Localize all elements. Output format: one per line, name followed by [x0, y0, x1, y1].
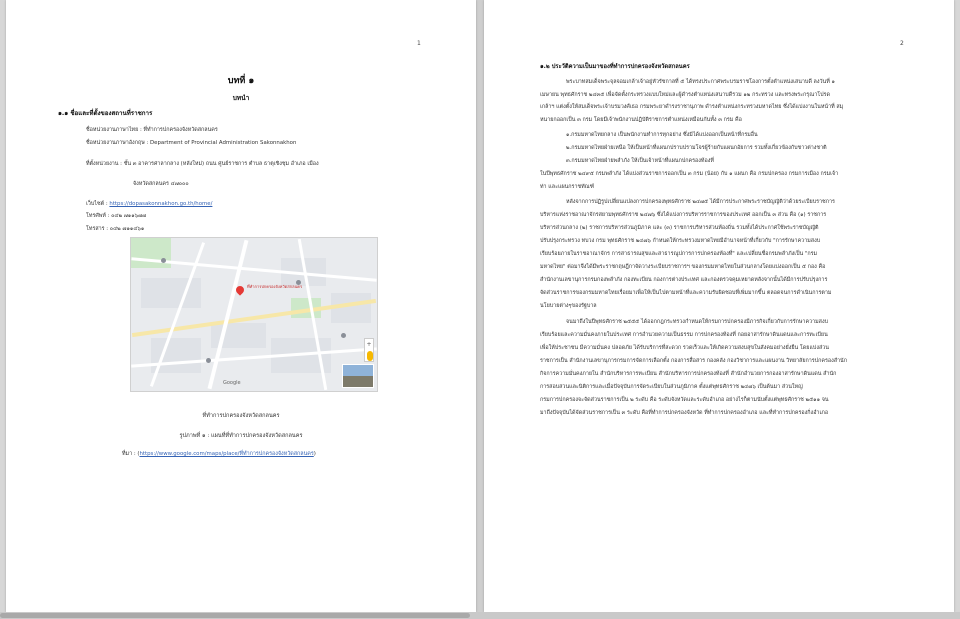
zoom-control: +	[364, 338, 374, 362]
chapter-subtitle: บทนำ	[232, 94, 250, 102]
body-line: การสอบสวนและนิติการและเมื่อปัจจุบันการจัดระเบียบในส่วนภูมิภาค ตั้งแต่พุทธศักราช ๒๔๗๖ เป็นต้นมา ส่วนใหญ่	[540, 384, 803, 390]
website-link[interactable]: https://dopasakonnakhon.go.th/home/	[109, 201, 213, 207]
body-line: จัดส่วนราชการของกรมมหาดไทยเรื่อยมาเพื่อให้เป็นไปตามหน้าที่และความรับผิดชอบที่เพิ่มมากขึ้น ตลอดจนการดำเนินการตาม	[540, 290, 832, 296]
body-line: ปรับปรุงกระทรวง ทบวง กรม พุทธศักราช ๒๔๗๖ กำหนดให้กระทรวงมหาดไทยมีอำนาจหน้าที่เกี่ยวกับ "การรักษาความสงบ	[540, 238, 821, 244]
body-line: เมษายน พุทธศักราช ๒๔๓๕ เพื่อจัดตั้งกระทรวงแบบใหม่และผู้ดำรงตำแหน่งเสนาบดีรวม ๑๒ กระทรวง และทรงพระกรุณาโปรด	[540, 92, 830, 98]
address-line-2: จังหวัดสกลนคร ๔๗๐๐๐	[133, 181, 189, 187]
address-line-1: ที่ตั้งหน่วยงาน : ชั้น ๓ อาคารศาลากลาง (หลังใหม่) ถนน ศูนย์ราชการ ตำบล ธาตุเชิงชุม อำเภอ เมือง	[86, 161, 319, 167]
body-line: กิจการความมั่นคงภายใน สำนักบริหารการทะเบียน สำนักบริหารการปกครองท้องที่ สำนักอำนวยการกองอาสารักษาดินแดน สำนัก	[540, 371, 837, 377]
body-line: มหาดไทย" ต่อมาจึงได้มีพระราชกฤษฎีกาจัดวางระเบียบราชการฯ ของกรมมหาดไทยในส่วนกลางโดยแบ่งออกเป็น ๕ กอง คือ	[540, 264, 826, 270]
scrollbar-thumb[interactable]	[0, 613, 470, 618]
body-line: หนายกออกเป็น ๓ กรม โดยมีเจ้าพนักงานปฏิบัติราชการตำแหน่งเหมือนกันทั้ง ๓ กรม คือ	[540, 117, 742, 123]
name-english: ชื่อหน่วยงานภาษาอังกฤษ : Department of Provincial Administration Sakonnakhon	[86, 140, 297, 146]
body-line: เพื่อให้ประชาชน มีความมั่นคง ปลอดภัย ได้รับบริการที่สะดวก รวดเร็วและให้เกิดความสงบสุขในสังคมอย่างยั่งยืน โดยแบ่งส่วน	[540, 345, 829, 351]
page-gap	[476, 0, 484, 619]
section-title: ๑.๑ ชื่อและที่ตั้งของสถานที่ราชการ	[58, 110, 153, 117]
source-end: )	[313, 451, 316, 457]
body-line: ๓.กรมมหาดไทยฝ่ายพลำภัง ให้เป็นเจ้าหน้าที่แผนกปกครองท้องที่	[566, 158, 714, 164]
section-title: ๑.๒ ประวัติความเป็นมาของที่ทำการปกครองจังหวัดสกลนคร	[540, 64, 690, 70]
location-map	[130, 237, 378, 392]
fax: โทรสาร : ๐๔๒ ๗๑๑๔๖๑	[86, 226, 145, 232]
body-line: ท่า และแผนกราชทัณฑ์	[540, 184, 595, 190]
body-line: กรมการปกครองจะจัดส่วนราชการเป็น ๒ ระดับ คือ ระดับจังหวัดและระดับอำเภอ อย่างไรก็ตามนับตั้งแต่พุทธศักราช ๒๕๑๑ จน	[540, 397, 829, 403]
phone: โทรศัพท์ : ๐๔๒ ๗๑๑๖๗๗	[86, 213, 147, 219]
pegman-icon	[367, 351, 373, 361]
body-line: สำนักงานเลขานุการกรมกองพลำภัง กองทะเบียน กองการต่างประเทศ และกองตรวจคุมเหยาดหลังจากนั้นได้มีการปรับปรุงการ	[540, 277, 828, 283]
source-line	[122, 452, 316, 457]
body-line: พระบาทสมเด็จพระจุลจอมเกล้าเจ้าอยู่หัวรัชกาลที่ ๕ ได้ทรงประกาศพระบรมราชโองการตั้งตำแหน่งเสนาบดี ลงวันที่ ๑	[566, 79, 835, 85]
body-line: จนมาถึงในปีพุทธศักราช ๒๕๕๕ ได้ออกกฎกระทรวงกำหนดให้กรมการปกครองมีภารกิจเกี่ยวกับการรักษาความสงบ	[566, 319, 829, 325]
google-logo: Google	[223, 380, 241, 386]
source-link[interactable]: https://www.google.com/maps/place/ที่ทำการปกครองจังหวัดสกลนคร	[139, 451, 314, 457]
document-page-1	[6, 0, 476, 612]
figure-caption: รูปภาพที่ ๑ : แผนที่ที่ทำการปกครองจังหวัดสกลนคร	[179, 433, 303, 439]
body-line: หลังจากการปฏิรูปเปลี่ยนแปลงการปกครองพุทธศักราช ๒๔๗๕ ได้มีการประกาศพระราชบัญญัติว่าด้วยระเบียบราชการ	[566, 199, 835, 205]
name-thai: ชื่อหน่วยงานภาษาไทย : ที่ทำการปกครองจังหวัดสกลนคร	[86, 127, 218, 133]
map-caption-name: ที่ทำการปกครองจังหวัดสกลนคร	[202, 413, 280, 419]
body-line: เกล้าฯ แต่งตั้งให้สมเด็จพระเจ้าบรมวงศ์เธอ กรมพระยาดำรงราชานุภาพ ดำรงตำแหน่งกระทรวงมหาดไทย ซึ่งได้แบ่งงานในหน้าที่ สมุ	[540, 104, 844, 110]
chapter-title: บทที่ ๑	[227, 76, 255, 86]
body-line: เรียบร้อยและความมั่นคงภายในประเทศ การอำนวยความเป็นธรรม การปกครองท้องที่ กอยอาสารักษาดินแดนและการทะเบียน	[540, 332, 828, 338]
body-line: บริหารส่วนกลาง (๒) ราชการบริหารส่วนภูมิภาค และ (๓) ราชการบริหารส่วนท้องถิ่น รวมทั้งได้ประกาศใช้พระราชบัญญัติ	[540, 225, 819, 231]
body-line: ๑.กรมมหาดไทยกลาง เป็นพนักงานทำการทุกอย่าง ซึ่งมิได้แบ่งออกเป็นหน้าที่กรมอื่น	[566, 132, 758, 138]
body-line: ราชการเป็น สำนักงานเลขานุการกรมการจัดการเลือกตั้ง กองการสื่อสาร กองคลัง กองวิชาการและแผนงาน วิทยาลัยการปกครองสำนัก	[540, 358, 847, 364]
body-line: มาถึงปัจจุบันได้จัดส่วนราชการเป็น ๓ ระดับ คือที่ทำการปกครองจังหวัด ที่ทำการปกครองอำเภอ และที่ทำการปกครองกิ่งอำเภอ	[540, 410, 829, 416]
page-number: 1	[417, 40, 421, 47]
map-pin-label: ที่ทำการปกครองจังหวัดสกลนคร	[247, 284, 303, 289]
body-line: ๒.กรมมหาดไทยฝ่ายเหนือ ให้เป็นหน้าที่แผนกปราบปรามโจรผู้ร้ายกับแผนกอัยการ รวมทั้งเกี่ยวข้องกับชาวต่างชาติ	[566, 145, 827, 151]
page-number: 2	[900, 40, 904, 47]
website-label: เว็บไซต์ :	[86, 201, 110, 207]
street-view-thumbnail	[342, 364, 374, 388]
body-line: บริหารแห่งราชอาณาจักรสยามพุทธศักราช ๒๔๗๖ ซึ่งได้แบ่งการบริหารราชการของประเทศ ออกเป็น ๓ ส่วน คือ (๑) ราชการ	[540, 212, 827, 218]
body-line: ในปีพุทธศักราช ๒๔๙๕ กรมพลำภัง ได้แบ่งส่วนราชการออกเป็น ๓ กรม (น้อย) กับ ๑ แผนก คือ กรมปกครอง กรมการเมือง กรมเจ้า	[540, 171, 839, 177]
body-line: นโยบายต่างๆของรัฐบาล	[540, 303, 597, 309]
document-page-2	[484, 0, 954, 612]
website-row	[86, 202, 212, 207]
body-line: เรียบร้อยภายในราชอาณาจักร การสาธารณสุขและสาธารณูปการการปกครองท้องที่" และเปลี่ยนชื่อกรมพลำภังเป็น "กรม	[540, 251, 818, 257]
source-label: ที่มา : (	[122, 451, 140, 457]
